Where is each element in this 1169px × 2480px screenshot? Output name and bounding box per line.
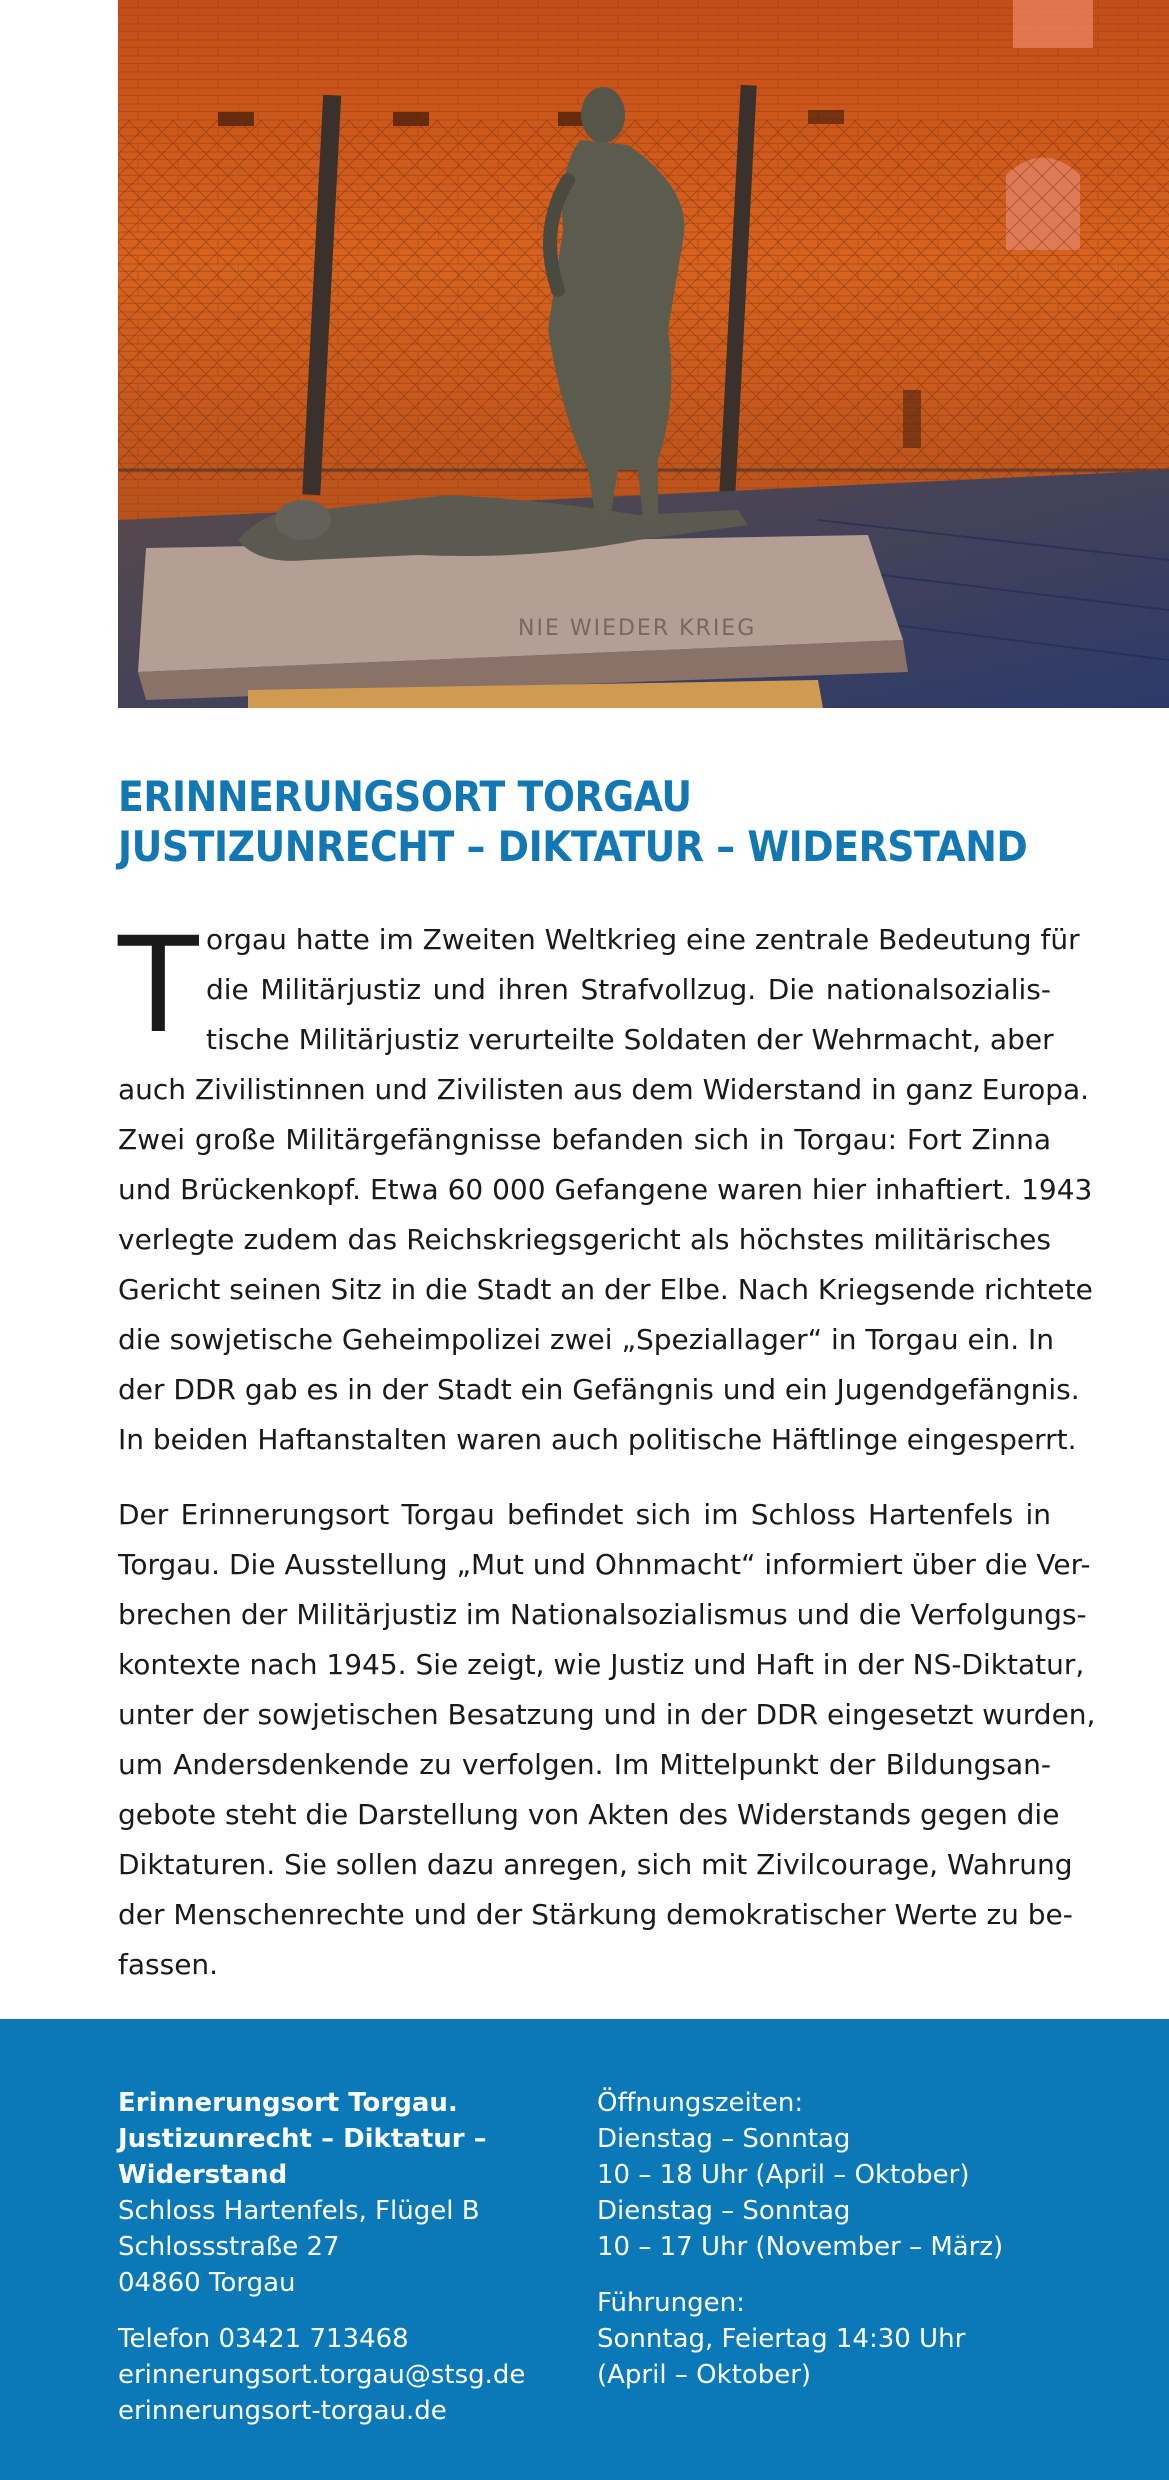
paragraph-line: Gericht seinen Sitz in die Stadt an der Elbe. Nach Kriegsende richtete [118,1273,1093,1306]
opening-hours-block [597,2085,1003,2393]
paragraph-line: Diktaturen. Sie sollen dazu anregen, sich mit Zivilcourage, Wahrung [118,1848,1073,1881]
tours-period: (April – Oktober) [597,2360,812,2390]
paragraph-line: die Militärjustiz und ihren Strafvollzug. Die nationalsozialis- [206,973,1051,1006]
address-street-2: Schlossstraße 27 [118,2232,340,2262]
drop-cap: T [118,909,199,1063]
paragraph-line: der DDR gab es in der Stadt ein Gefängnis und ein Jugendgefängnis. [118,1373,1080,1406]
exhibition-paragraph [118,1490,1096,1990]
address-street-1: Schloss Hartenfels, Flügel B [118,2196,480,2226]
paragraph-line: Der Erinnerungsort Torgau befindet sich im Schloss Hartenfels in [118,1498,1051,1531]
paragraph-line: unter der sowjetischen Besatzung und in der DDR eingesetzt wurden, [118,1698,1096,1731]
opening-time-2: 10 – 17 Uhr (November – März) [597,2232,1004,2262]
opening-days-2: Dienstag – Sonntag [597,2196,851,2226]
memorial-sculpture-illustration [118,0,1169,708]
paragraph-line: Zwei große Militärgefängnisse befanden sich in Torgau: Fort Zinna [118,1123,1051,1156]
plinth-engraving: NIE WIEDER KRIEG [518,616,757,641]
paragraph-line: gebote steht die Darstellung von Akten des Widerstands gegen die [118,1798,1060,1831]
institution-name-line-1: Erinnerungsort Torgau. [118,2088,458,2118]
institution-name-line-3: Widerstand [118,2160,288,2190]
paragraph-line: die sowjetische Geheimpolizei zwei „Speziallager“ in Torgau ein. In [118,1323,1055,1356]
paragraph-line: fassen. [118,1948,219,1981]
paragraph-line: Torgau. Die Ausstellung „Mut und Ohnmacht“ informiert über die Ver- [118,1548,1091,1581]
address-city: 04860 Torgau [118,2268,296,2298]
website-link[interactable]: erinnerungsort-torgau.de [118,2396,447,2426]
address-block [118,2085,525,2429]
email-link[interactable]: erinnerungsort.torgau@stsg.de [118,2360,526,2390]
contact-footer [0,2019,1169,2480]
paragraph-line: brechen der Militärjustiz im Nationalsozialismus und die Verfolgungs- [118,1598,1087,1631]
paragraph-line: um Andersdenkende zu verfolgen. Im Mittelpunkt der Bildungsan- [118,1748,1051,1781]
opening-hours-heading: Öffnungszeiten: [597,2088,804,2118]
title-line-1: ERINNERUNGSORT TORGAU [118,772,692,821]
phone-number: Telefon 03421 713468 [118,2324,409,2354]
opening-time-1: 10 – 18 Uhr (April – Oktober) [597,2160,970,2190]
tours-time: Sonntag, Feiertag 14:30 Uhr [597,2324,966,2354]
hero-photo-memorial [118,0,1169,708]
paragraph-line: tische Militärjustiz verurteilte Soldaten der Wehrmacht, aber [206,1023,1054,1056]
paragraph-line: orgau hatte im Zweiten Weltkrieg eine zentrale Bedeutung für [206,923,1080,956]
intro-paragraph [118,909,1093,1465]
paragraph-line: der Menschenrechte und der Stärkung demokratischer Werte zu be- [118,1898,1073,1931]
institution-name-line-2: Justizunrecht – Diktatur – [118,2124,487,2154]
paragraph-line: kontexte nach 1945. Sie zeigt, wie Justiz und Haft in der NS-Diktatur, [118,1648,1085,1681]
paragraph-line: und Brückenkopf. Etwa 60 000 Gefangene waren hier inhaftiert. 1943 [118,1173,1093,1206]
opening-days-1: Dienstag – Sonntag [597,2124,851,2154]
paragraph-line: auch Zivilistinnen und Zivilisten aus dem Widerstand in ganz Europa. [118,1073,1090,1106]
paragraph-line: verlegte zudem das Reichskriegsgericht als höchstes militärisches [118,1223,1051,1256]
paragraph-line: In beiden Haftanstalten waren auch politische Häftlinge eingesperrt. [118,1423,1077,1456]
title-line-2: JUSTIZUNRECHT – DIKTATUR – WIDERSTAND [118,822,1028,871]
tours-heading: Führungen: [597,2288,745,2318]
page-title [118,772,1028,872]
